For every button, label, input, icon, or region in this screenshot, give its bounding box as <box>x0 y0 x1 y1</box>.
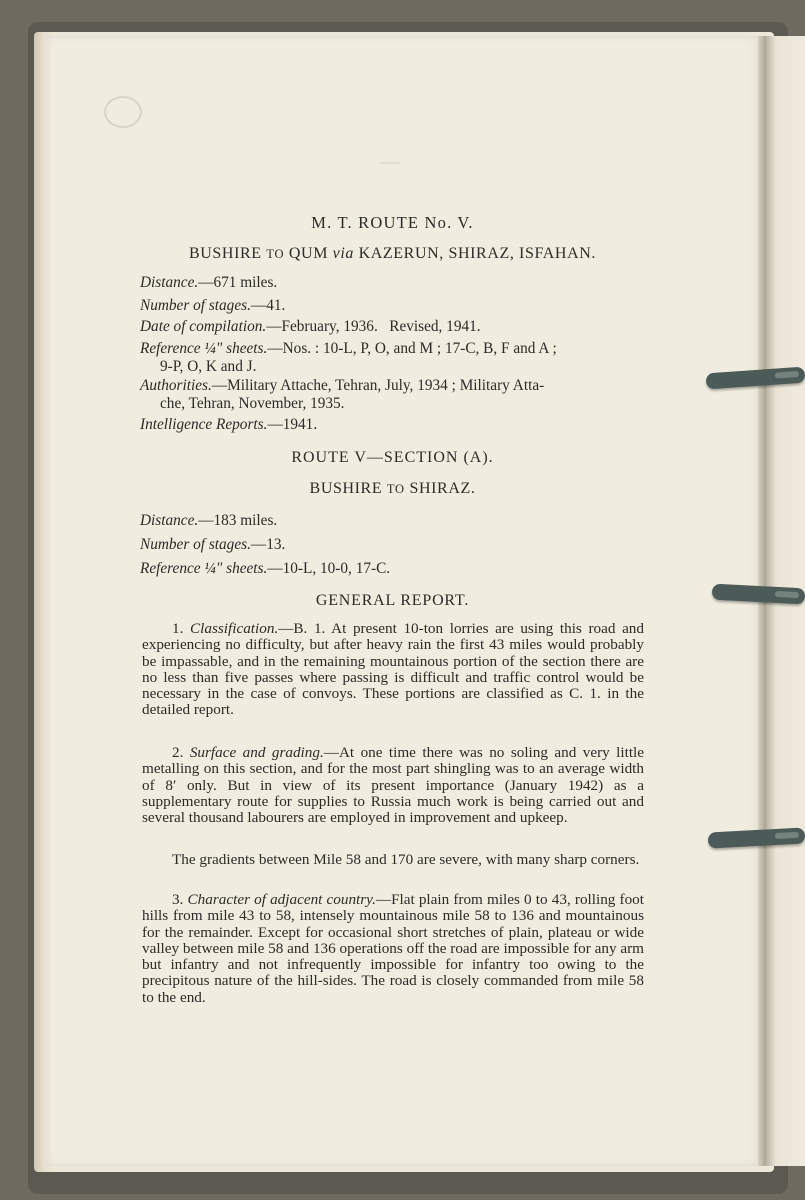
route-intelligence-reports: Intelligence Reports.—1941. <box>140 416 318 433</box>
report-paragraph-classification: 1. Classification.—B. 1. At present 10-ton lorries are using this road and experiencing no difficulty, but after heavy rain the first 43 miles would probably be impassable, and in the remaining mountainous portion of the section there are no less than five passes where passing is difficult and traffic control would be necessary in the case of convoys. These portions are classified as C. 1. in the detailed report. <box>142 620 644 719</box>
faint-stamp-icon <box>104 96 142 128</box>
route-stages: Number of stages.—41. <box>140 297 286 314</box>
route-dest: QUM <box>288 245 329 262</box>
route-authorities: Authorities.—Military Attache, Tehran, July, 1934 ; Military Atta- <box>140 377 545 394</box>
route-authorities-cont: che, Tehran, November, 1935. <box>160 395 345 412</box>
bleed-through-mark <box>380 150 400 164</box>
route-subtitle <box>140 245 645 263</box>
section-subtitle: BUSHIRE TO SHIRAZ. <box>309 480 476 497</box>
route-reference-sheets: Reference ¼" sheets.—Nos. : 10-L, P, O, and M ; 17-C, B, F and A ; <box>140 340 557 357</box>
route-via-word: via <box>332 245 355 262</box>
route-to-word: TO <box>266 247 285 261</box>
route-title: M. T. ROUTE No. V. <box>311 213 474 232</box>
report-paragraph-gradients: The gradients between Mile 58 and 170 are severe, with many sharp corners. <box>172 851 640 868</box>
route-from: BUSHIRE <box>188 245 262 262</box>
section-stages: Number of stages.—13. <box>140 536 286 553</box>
route-distance: Distance.—671 miles. <box>140 274 278 291</box>
route-reference-sheets-cont: 9-P, O, K and J. <box>160 358 257 375</box>
general-report-heading: GENERAL REPORT. <box>315 592 470 609</box>
route-compilation-date: Date of compilation.—February, 1936. Revised, 1941. <box>140 318 481 335</box>
report-paragraph-country: 3. Character of adjacent country.—Flat plain from miles 0 to 43, rolling foot hills from mile 43 to 58, intensely mountainous mile 58 to 136 and mountainous for the remainder. Except for occasional short stretches of plain, plateau or wide valley between mile 58 and 136 operations off the road are impossible for any arm but infantry and not infrequently impossible for infantry too owing to the precipitous nature of the hill-sides. The road is closely commanded from mile 58 to the end. <box>142 891 644 1006</box>
section-reference-sheets: Reference ¼" sheets.—10-L, 10-0, 17-C. <box>140 560 391 577</box>
route-via-places: KAZERUN, SHIRAZ, ISFAHAN. <box>358 245 596 262</box>
section-title: ROUTE V—SECTION (A). <box>291 449 494 466</box>
report-paragraph-surface: 2. Surface and grading.—At one time there was no soling and very little metalling on this section, and for the most part shingling was to an average width of 8′ only. But in view of its present importance (January 1942) as a supplementary route for supplies to Russia much work is being carried out and several thousand labourers are employed in improvement and upkeep. <box>142 744 644 827</box>
section-distance: Distance.—183 miles. <box>140 512 278 529</box>
